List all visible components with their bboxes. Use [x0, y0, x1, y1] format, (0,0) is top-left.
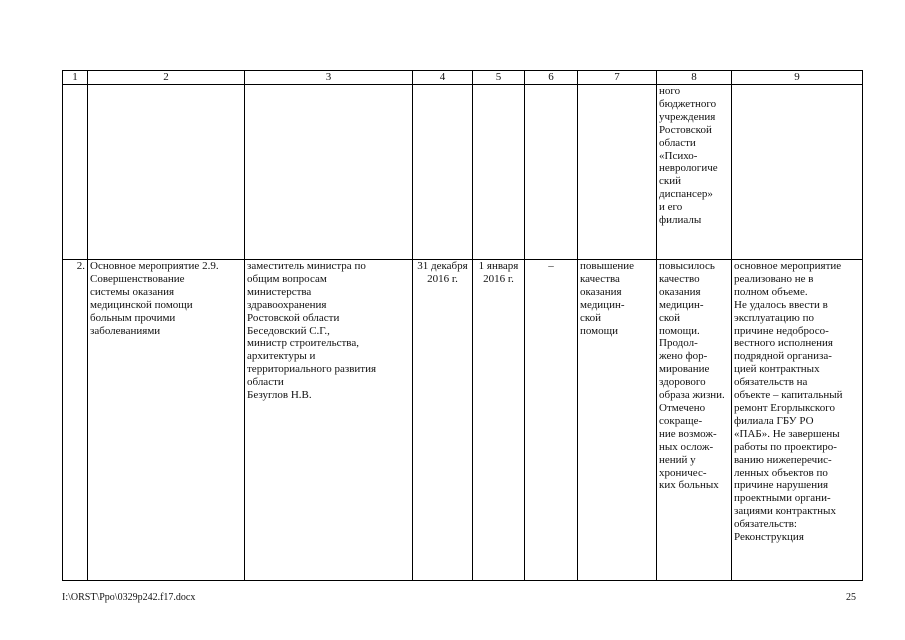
header-col-3: 3 — [245, 71, 413, 85]
cell-empty — [473, 85, 525, 260]
footer-page-number: 25 — [846, 592, 856, 603]
header-col-9: 9 — [732, 71, 863, 85]
cell-empty — [525, 85, 578, 260]
cell-empty — [88, 85, 245, 260]
report-table — [62, 70, 863, 581]
cell-empty — [578, 85, 657, 260]
header-col-8: 8 — [657, 71, 732, 85]
header-col-4: 4 — [413, 71, 473, 85]
header-col-1: 1 — [63, 71, 88, 85]
cell-expected-result: повышение качества оказания медицин- ской помощи — [578, 260, 657, 581]
cell-actual-result: повысилось качество оказания медицин- ской помощи. Продол- жено фор- мирование здорового образа жизни. Отмечено сокраще- ние возмож- ных ослож- нений у хроничес- ких больных — [657, 260, 732, 581]
cell-empty — [63, 85, 88, 260]
footer-file-path: I:\ORST\Ppo\0329p242.f17.docx — [62, 592, 196, 603]
cell-measure: Основное мероприятие 2.9. Совершенствование системы оказания медицинской помощи больным прочими заболеваниями — [88, 260, 245, 581]
header-col-5: 5 — [473, 71, 525, 85]
cell-problems: основное мероприятие реализовано не в полном объеме. Не удалось ввести в эксплуатацию по причине недобросо- вестного исполнения подрядной организа- цией контрактных обязательств на объекте – капитальный ремонт Егорлыкского филиала ГБУ РО «ПАБ». Не завершены работы по проектиро- ванию нижеперечис- ленных объектов по причине нарушения проектными органи- зациями контрактных обязательств: Реконструкция — [732, 260, 863, 581]
cell-responsible: заместитель министра по общим вопросам министерства здравоохранения Ростовской области Беседовский С.Г., министр строительства, архитектуры и территориального развития области Безуглов Н.В. — [245, 260, 413, 581]
cell-planned-end: 31 декабря 2016 г. — [413, 260, 473, 581]
cell-end: – — [525, 260, 578, 581]
header-col-2: 2 — [88, 71, 245, 85]
cell-row-number: 2. — [63, 260, 88, 581]
table-header-row — [63, 71, 863, 85]
table-row-continuation — [63, 85, 863, 260]
table-row — [63, 260, 863, 581]
cell-start: 1 января 2016 г. — [473, 260, 525, 581]
cell-empty — [245, 85, 413, 260]
cell-empty — [732, 85, 863, 260]
header-col-6: 6 — [525, 71, 578, 85]
header-col-7: 7 — [578, 71, 657, 85]
cell-continuation-actual-result: ного бюджетного учреждения Ростовской области «Психо- неврологиче ский диспансер» и его филиалы — [657, 85, 732, 260]
cell-empty — [413, 85, 473, 260]
